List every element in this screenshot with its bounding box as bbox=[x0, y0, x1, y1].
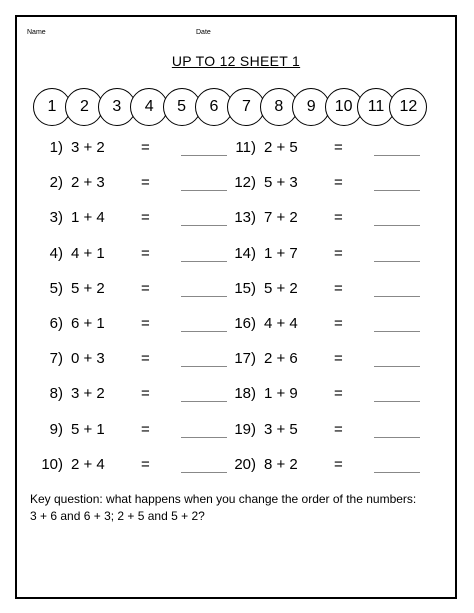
problem-expression: 3 + 2 bbox=[71, 139, 105, 156]
equals-sign: = bbox=[334, 455, 343, 473]
problem-expression: 4 + 1 bbox=[71, 244, 105, 262]
problem-number: 14) bbox=[234, 244, 256, 262]
number-bubble: 1 bbox=[33, 88, 71, 126]
key-question-line-2: 3 + 6 and 6 + 3; 2 + 5 and 5 + 2? bbox=[30, 509, 205, 523]
problem-expression: 8 + 2 bbox=[264, 455, 298, 473]
answer-blank[interactable] bbox=[374, 366, 420, 367]
problem-expression: 2 + 3 bbox=[71, 174, 105, 192]
worksheet-page bbox=[15, 15, 457, 599]
problem-number: 3) bbox=[49, 209, 63, 227]
problem-number: 17) bbox=[234, 350, 256, 368]
problem-row bbox=[29, 280, 239, 304]
answer-blank[interactable] bbox=[374, 261, 420, 262]
problem-number: 19) bbox=[234, 420, 256, 438]
problem-row bbox=[29, 385, 239, 409]
problem-expression: 1 + 9 bbox=[264, 385, 298, 403]
problem-expression: 5 + 2 bbox=[71, 279, 105, 297]
answer-blank[interactable] bbox=[374, 472, 420, 473]
equals-sign: = bbox=[334, 139, 343, 156]
equals-sign: = bbox=[334, 279, 343, 297]
problem-expression: 5 + 1 bbox=[71, 420, 105, 438]
problem-number: 12) bbox=[234, 174, 256, 192]
problem-expression: 0 + 3 bbox=[71, 350, 105, 368]
answer-blank[interactable] bbox=[374, 155, 420, 156]
number-bubble: 9 bbox=[292, 88, 330, 126]
problem-expression: 2 + 5 bbox=[264, 139, 298, 156]
problem-row bbox=[222, 350, 432, 374]
number-bubble: 2 bbox=[65, 88, 103, 126]
problem-expression: 4 + 4 bbox=[264, 315, 298, 332]
page-title: UP TO 12 SHEET 1 bbox=[171, 53, 301, 69]
number-bubble: 12 bbox=[389, 88, 427, 126]
equals-sign: = bbox=[141, 350, 150, 368]
problem-row bbox=[29, 456, 239, 480]
equals-sign: = bbox=[141, 139, 150, 156]
number-bubble: 10 bbox=[325, 88, 363, 126]
answer-blank[interactable] bbox=[181, 331, 227, 332]
problem-expression: 1 + 4 bbox=[71, 209, 105, 227]
equals-sign: = bbox=[334, 385, 343, 403]
answer-blank[interactable] bbox=[181, 366, 227, 367]
problem-number: 20) bbox=[234, 455, 256, 473]
answer-blank[interactable] bbox=[181, 155, 227, 156]
problem-number: 1) bbox=[49, 139, 63, 156]
equals-sign: = bbox=[141, 455, 150, 473]
equals-sign: = bbox=[334, 420, 343, 438]
problem-number: 13) bbox=[234, 209, 256, 227]
problem-row bbox=[29, 421, 239, 445]
key-question-line-1: Key question: what happens when you change the order of the numbers: bbox=[30, 492, 417, 506]
problem-number: 15) bbox=[234, 279, 256, 297]
answer-blank[interactable] bbox=[374, 331, 420, 332]
problem-expression: 2 + 6 bbox=[264, 350, 298, 368]
key-question bbox=[30, 491, 450, 525]
answer-blank[interactable] bbox=[374, 225, 420, 226]
problem-row bbox=[29, 139, 239, 163]
problem-expression: 5 + 2 bbox=[264, 279, 298, 297]
equals-sign: = bbox=[141, 315, 150, 332]
problem-number: 8) bbox=[49, 385, 63, 403]
equals-sign: = bbox=[141, 385, 150, 403]
problem-row bbox=[29, 315, 239, 339]
answer-blank[interactable] bbox=[374, 190, 420, 191]
number-bubble: 4 bbox=[130, 88, 168, 126]
answer-blank[interactable] bbox=[181, 190, 227, 191]
problem-number: 18) bbox=[234, 385, 256, 403]
equals-sign: = bbox=[141, 420, 150, 438]
answer-blank[interactable] bbox=[181, 437, 227, 438]
problem-row bbox=[222, 315, 432, 339]
problem-row bbox=[29, 245, 239, 269]
equals-sign: = bbox=[334, 209, 343, 227]
equals-sign: = bbox=[334, 350, 343, 368]
problem-number: 6) bbox=[49, 315, 63, 332]
answer-blank[interactable] bbox=[181, 225, 227, 226]
answer-blank[interactable] bbox=[181, 296, 227, 297]
number-bubble: 6 bbox=[195, 88, 233, 126]
problem-row bbox=[29, 174, 239, 198]
problem-number: 11) bbox=[235, 139, 256, 156]
equals-sign: = bbox=[141, 244, 150, 262]
problem-row bbox=[29, 350, 239, 374]
problem-row bbox=[222, 245, 432, 269]
date-label: Date bbox=[196, 29, 211, 36]
problem-expression: 5 + 3 bbox=[264, 174, 298, 192]
answer-blank[interactable] bbox=[374, 296, 420, 297]
problem-number: 5) bbox=[49, 279, 63, 297]
problem-expression: 3 + 5 bbox=[264, 420, 298, 438]
problem-number: 9) bbox=[49, 420, 63, 438]
problem-number: 4) bbox=[49, 244, 63, 262]
problem-row bbox=[222, 385, 432, 409]
number-bubble: 8 bbox=[260, 88, 298, 126]
answer-blank[interactable] bbox=[181, 261, 227, 262]
equals-sign: = bbox=[334, 315, 343, 332]
problem-row bbox=[222, 209, 432, 233]
problem-row bbox=[222, 139, 432, 163]
number-bubble: 7 bbox=[227, 88, 265, 126]
problem-number: 7) bbox=[49, 350, 63, 368]
number-bubble: 5 bbox=[163, 88, 201, 126]
answer-blank[interactable] bbox=[181, 472, 227, 473]
answer-blank[interactable] bbox=[374, 401, 420, 402]
problem-row bbox=[222, 174, 432, 198]
answer-blank[interactable] bbox=[374, 437, 420, 438]
name-label: Name bbox=[27, 29, 46, 36]
problem-expression: 6 + 1 bbox=[71, 315, 105, 332]
problem-row bbox=[222, 280, 432, 304]
equals-sign: = bbox=[141, 174, 150, 192]
problem-expression: 1 + 7 bbox=[264, 244, 298, 262]
problem-row bbox=[222, 421, 432, 445]
problem-row bbox=[29, 209, 239, 233]
equals-sign: = bbox=[141, 209, 150, 227]
problem-row bbox=[222, 456, 432, 480]
equals-sign: = bbox=[141, 279, 150, 297]
problem-number: 10) bbox=[41, 455, 63, 473]
answer-blank[interactable] bbox=[181, 401, 227, 402]
number-bubble: 3 bbox=[98, 88, 136, 126]
problem-expression: 2 + 4 bbox=[71, 455, 105, 473]
problem-number: 2) bbox=[49, 174, 63, 192]
problem-number: 16) bbox=[234, 315, 256, 332]
number-line bbox=[33, 88, 459, 128]
equals-sign: = bbox=[334, 244, 343, 262]
equals-sign: = bbox=[334, 174, 343, 192]
number-bubble: 11 bbox=[357, 88, 395, 126]
problem-expression: 7 + 2 bbox=[264, 209, 298, 227]
problem-expression: 3 + 2 bbox=[71, 385, 105, 403]
